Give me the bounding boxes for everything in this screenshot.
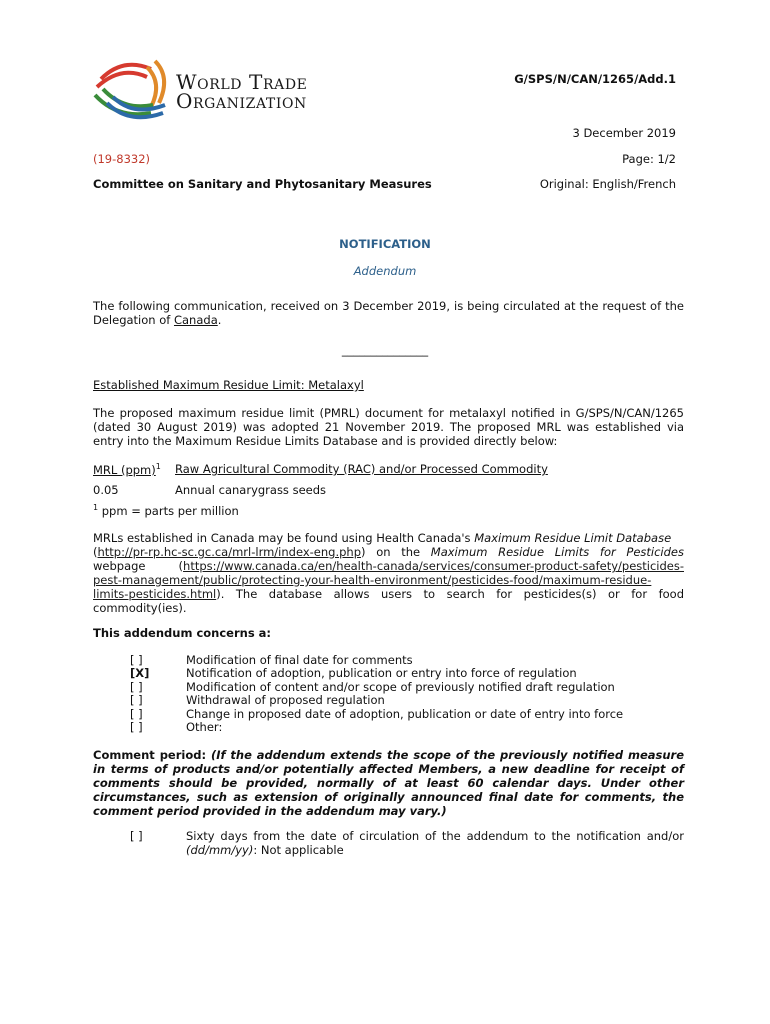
comment-option-italic: (dd/mm/yy): [186, 843, 254, 857]
mrl-link-open: (: [93, 545, 98, 559]
mrl-webpage-link-3[interactable]: limits-pesticides.html: [93, 587, 217, 601]
footnote-text: ppm = parts per million: [98, 503, 239, 518]
wto-logo-icon: [93, 55, 179, 127]
table-cell-commodity: Annual canarygrass seeds: [175, 483, 327, 497]
addendum-subtitle: Addendum: [353, 264, 417, 278]
comment-option: [186, 829, 684, 857]
concern-checkbox[interactable]: [ ]: [130, 693, 143, 707]
concern-checkbox[interactable]: [ ]: [130, 653, 143, 667]
comment-checkbox[interactable]: [ ]: [130, 829, 143, 843]
intro-paragraph: [93, 299, 684, 327]
comment-option-line2: [186, 843, 684, 857]
intro-text: The following communication, received on 3 December 2019, is being circulated at the request of the Delegation of: [93, 299, 684, 327]
concern-checkbox[interactable]: [ ]: [130, 707, 143, 721]
mrl-line-2: [93, 545, 684, 559]
org-name-line2: Organization: [176, 89, 307, 113]
table-header-mrl: [93, 462, 161, 477]
mrl-line-5: [93, 587, 684, 601]
mrl-text-1: MRLs established in Canada may be found using Health Canada's: [93, 531, 475, 545]
concern-label: Modification of content and/or scope of previously notified draft regulation: [186, 680, 615, 694]
mrl-italic-1: Maximum Residue Limit Database: [474, 531, 672, 545]
org-name-line1: World Trade: [176, 70, 308, 94]
mrl-text-2: ) on the: [361, 545, 431, 559]
mrl-text-3: webpage (: [93, 559, 184, 573]
concern-label: Other:: [186, 720, 223, 734]
page-number: Page: 1/2: [622, 152, 676, 166]
comment-period-label: Comment period:: [93, 748, 207, 762]
concern-label: Notification of adoption, publication or entry into force of regulation: [186, 666, 577, 680]
mrl-webpage-link-2[interactable]: pest-management/public/protecting-your-health-environment/pesticides-food/maximum-residue-: [93, 573, 652, 587]
mrl-webpage-link-1[interactable]: https://www.canada.ca/en/health-canada/services/consumer-product-safety/pesticides-: [183, 559, 684, 573]
document-ref: (19-8332): [93, 152, 151, 166]
comment-period: [93, 748, 684, 818]
concerns-heading: This addendum concerns a:: [93, 626, 272, 640]
concern-checkbox-checked[interactable]: [X]: [130, 666, 150, 680]
concern-label: Modification of final date for comments: [186, 653, 413, 667]
mrl-italic-2: Maximum Residue Limits for Pesticides: [430, 545, 684, 559]
concern-checkbox[interactable]: [ ]: [130, 720, 143, 734]
document-symbol: G/SPS/N/CAN/1265/Add.1: [514, 72, 676, 86]
separator: _______________: [341, 343, 429, 357]
mrl-text-4: ). The database allows users to search for pesticides(s) or for food: [216, 587, 684, 601]
comment-option-text2: : Not applicable: [253, 843, 344, 857]
org-name: [176, 70, 308, 113]
body-paragraph: The proposed maximum residue limit (PMRL) document for metalaxyl notified in G/SPS/N/CAN/1265 (dated 30 August 2019) was adopted 21 November 2019. The proposed MRL was established via entry into the Maximum Residue Limits Database and is provided directly below:: [93, 406, 684, 448]
mrl-paragraph: [93, 531, 684, 615]
mrl-line-4: [93, 573, 684, 587]
table-cell-mrl: 0.05: [93, 483, 119, 497]
mrl-line-6: commodity(ies).: [93, 601, 187, 615]
comment-period-text: (If the addendum extends the scope of the previously notified measure in terms of products and/or potentially affected Members, a new deadline for receipt of comments should be provided, normally of at least 60 calendar days. Under other circumstances, such as extension of originally announced final date for comments, the comment period provided in the addendum may vary.): [93, 748, 685, 818]
document-date: 3 December 2019: [572, 126, 676, 140]
footnote: [93, 503, 239, 518]
section-heading: Established Maximum Residue Limit: Metalaxyl: [93, 378, 364, 392]
concern-label: Withdrawal of proposed regulation: [186, 693, 385, 707]
footnote-sup: 1: [93, 503, 99, 512]
table-header-col1: MRL (ppm): [93, 462, 156, 477]
table-header-col2: Raw Agricultural Commodity (RAC) and/or Processed Commodity: [175, 462, 548, 476]
intro-country: Canada: [173, 313, 218, 327]
concern-checkbox[interactable]: [ ]: [130, 680, 143, 694]
comment-option-line1: Sixty days from the date of circulation of the addendum to the notification and/or: [186, 829, 684, 843]
mrl-line-1: [93, 531, 684, 545]
committee-name: Committee on Sanitary and Phytosanitary Measures: [93, 177, 432, 191]
notification-title: NOTIFICATION: [339, 237, 431, 251]
mrl-line-3: [93, 559, 684, 573]
intro-end: .: [217, 313, 222, 327]
concern-label: Change in proposed date of adoption, publication or date of entry into force: [186, 707, 624, 721]
original-language: Original: English/French: [539, 177, 676, 191]
mrl-database-link[interactable]: http://pr-rp.hc-sc.gc.ca/mrl-lrm/index-eng.php: [97, 545, 362, 559]
table-header-sup: 1: [155, 462, 161, 471]
